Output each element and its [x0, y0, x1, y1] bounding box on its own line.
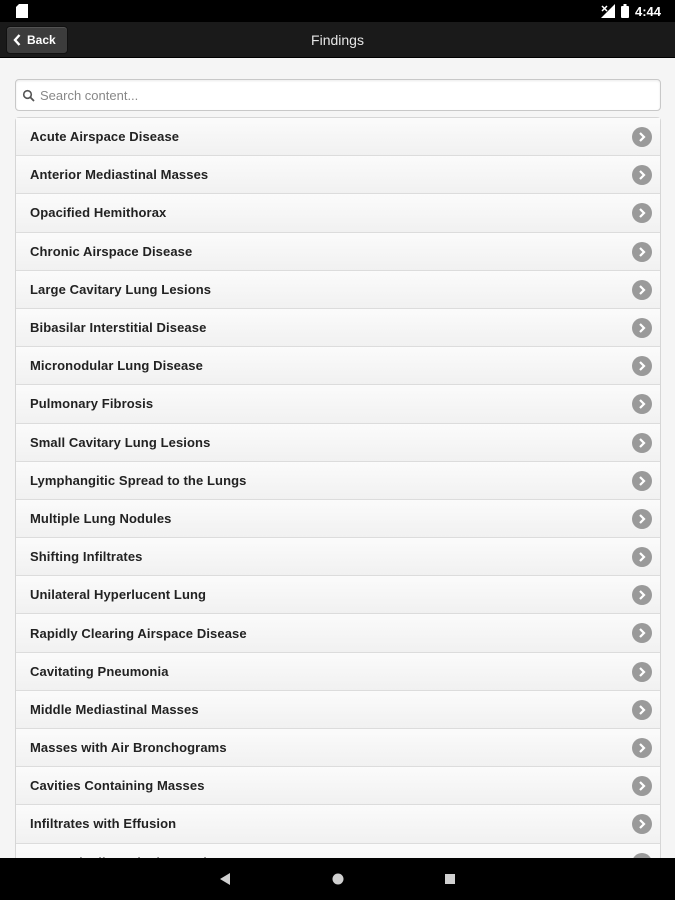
list-item[interactable] [16, 233, 660, 271]
list-item[interactable] [16, 576, 660, 614]
list-item-label: Rapidly Clearing Airspace Disease [30, 625, 247, 641]
chevron-right-circle-icon [632, 547, 652, 567]
list-item-label: Shifting Infiltrates [30, 549, 143, 565]
list-item[interactable] [16, 538, 660, 576]
chevron-right-circle-icon [632, 814, 652, 834]
header-bar [0, 22, 675, 58]
list-item-label: Micronodular Lung Disease [30, 358, 203, 374]
list-item[interactable] [16, 729, 660, 767]
chevron-right-circle-icon [632, 433, 652, 453]
chevron-right-circle-icon [632, 318, 652, 338]
chevron-right-circle-icon [632, 662, 652, 682]
list-item-label: Multiple Lung Nodules [30, 510, 172, 526]
list-item-label: Middle Mediastinal Masses [30, 701, 199, 717]
search-icon [22, 89, 36, 103]
list-item[interactable] [16, 691, 660, 729]
list-item-label: Small Cavitary Lung Lesions [30, 434, 211, 450]
square-recents-icon [443, 872, 457, 886]
list-item-label: Opacified Hemithorax [30, 205, 167, 221]
list-item-label: Masses with Air Bronchograms [30, 740, 227, 756]
back-button-label: Back [27, 33, 56, 47]
chevron-right-circle-icon [632, 127, 652, 147]
chevron-right-circle-icon [632, 356, 652, 376]
status-time: 4:44 [634, 3, 661, 19]
chevron-right-circle-icon [632, 394, 652, 414]
list-item[interactable] [16, 347, 660, 385]
list-item[interactable] [16, 767, 660, 805]
battery-icon [621, 4, 629, 18]
page-title: Findings [311, 32, 364, 48]
chevron-right-circle-icon [632, 738, 652, 758]
list-item-label: Cavitating Pneumonia [30, 663, 169, 679]
list-item[interactable] [16, 462, 660, 500]
chevron-right-circle-icon [632, 203, 652, 223]
signal-icon [601, 4, 615, 18]
list-item-label: Bibasilar Interstitial Disease [30, 320, 207, 336]
list-item-label: Acute Airspace Disease [30, 129, 180, 145]
nav-home-button[interactable] [328, 869, 348, 889]
list-item[interactable] [16, 805, 660, 843]
list-item[interactable] [16, 156, 660, 194]
list-item-label: Anterior Mediastinal Masses [30, 167, 209, 183]
chevron-right-circle-icon [632, 623, 652, 643]
circle-home-icon [331, 872, 345, 886]
chevron-right-circle-icon [632, 700, 652, 720]
search-input[interactable] [40, 80, 650, 110]
list-item[interactable] [16, 385, 660, 423]
list-item[interactable] [16, 424, 660, 462]
chevron-right-circle-icon [632, 776, 652, 796]
nav-back-button[interactable] [215, 869, 235, 889]
list-item[interactable] [16, 194, 660, 232]
chevron-right-circle-icon [632, 280, 652, 300]
list-item-label: Pulmonary Fibrosis [30, 396, 154, 412]
list-item-label: Lymphangitic Spread to the Lungs [30, 472, 247, 488]
findings-list [15, 117, 661, 858]
search-box [15, 79, 661, 111]
chevron-right-circle-icon [632, 242, 652, 262]
status-icons [601, 3, 661, 19]
list-item-label: Cavities Containing Masses [30, 778, 205, 794]
list-item-label: Unilateral Hyperlucent Lung [30, 587, 207, 603]
list-item[interactable] [16, 118, 660, 156]
list-item[interactable] [16, 614, 660, 652]
list-item[interactable] [16, 309, 660, 347]
list-item-label: Chronic Airspace Disease [30, 243, 193, 259]
nav-recents-button[interactable] [440, 869, 460, 889]
list-item-label: Infiltrates with Effusion [30, 816, 177, 832]
status-bar [0, 0, 675, 22]
chevron-right-circle-icon [632, 585, 652, 605]
navigation-bar [0, 858, 675, 900]
list-item-label: Large Cavitary Lung Lesions [30, 281, 212, 297]
sd-card-icon [16, 4, 28, 18]
chevron-right-circle-icon [632, 509, 652, 529]
list-item[interactable] [16, 271, 660, 309]
chevron-right-circle-icon [632, 471, 652, 491]
triangle-back-icon [218, 872, 232, 886]
chevron-right-circle-icon [632, 165, 652, 185]
list-item[interactable] [16, 653, 660, 691]
list-item[interactable] [16, 500, 660, 538]
